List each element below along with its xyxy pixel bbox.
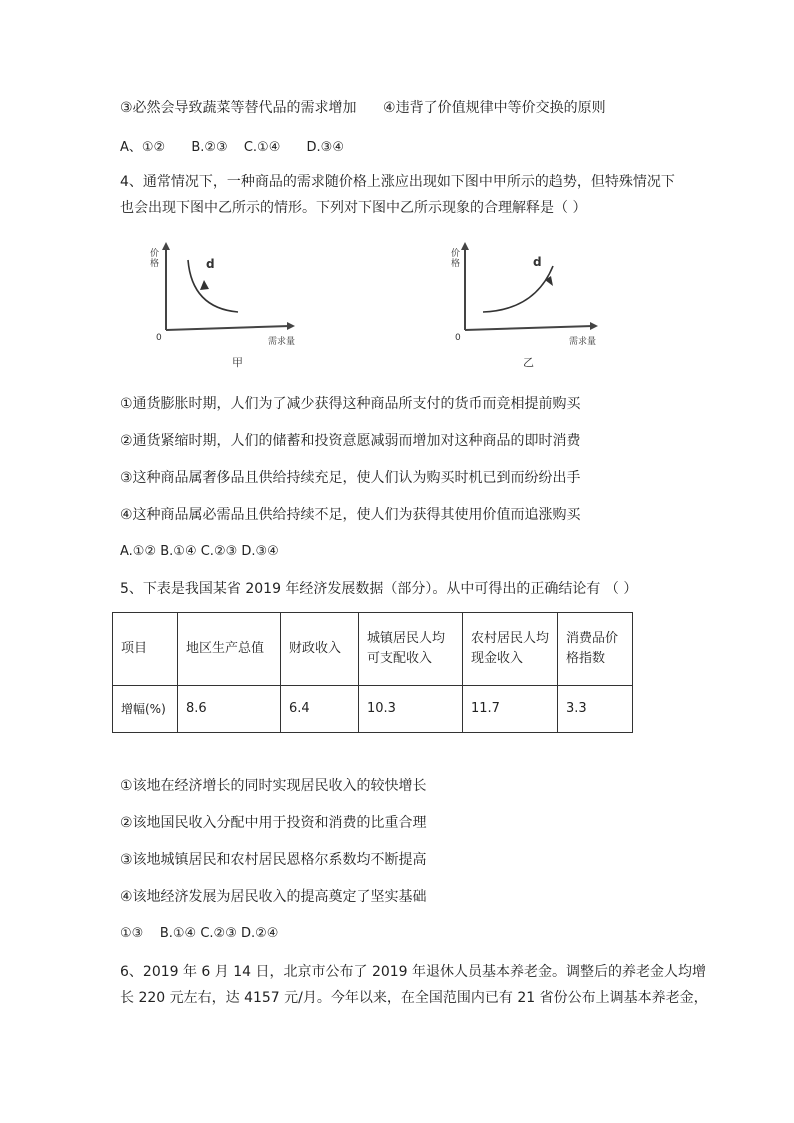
q3-choice-c: C.①④	[243, 140, 281, 155]
q5-item-2: ②该地国民收入分配中用于投资和消费的比重合理	[120, 815, 427, 831]
chart-yi-curve	[483, 266, 553, 312]
q3-choice-d: D.③④	[306, 140, 344, 155]
chart-yi-curve-arrow	[545, 276, 553, 286]
chart-yi-x-arrow	[590, 322, 598, 330]
q4-item-2: ②通货紧缩时期，人们的储蓄和投资意愿减弱而增加对这种商品的即时消费	[120, 433, 581, 449]
chart-yi-caption: 乙	[523, 356, 534, 369]
chart-jia-x-axis	[166, 326, 290, 330]
chart-jia-ylabel-1: 价	[150, 249, 160, 259]
table-header-row	[113, 613, 633, 686]
chart-yi	[445, 238, 615, 373]
chart-jia-curve-label: d	[206, 257, 215, 271]
chart-jia	[140, 238, 310, 373]
chart-yi-curve-label: d	[533, 255, 542, 269]
table-row	[113, 686, 633, 733]
chart-jia-y-arrow	[162, 242, 170, 250]
chart-jia-caption: 甲	[232, 356, 243, 369]
q4-choices: A.①② B.①④ C.②③ D.③④	[120, 544, 279, 559]
table-header-cell: 消费品价格指数	[558, 613, 633, 686]
q6-line2: 长 220 元左右，达 4157 元/月。今年以来，在全国范围内已有 21 省份公布上调基本养老金，	[120, 990, 708, 1006]
q6-line1: 6、2019 年 6 月 14 日，北京市公布了 2019 年退休人员基本养老金。调整后的养老金人均增	[120, 964, 707, 980]
chart-jia-x-arrow	[287, 322, 295, 330]
table-header-cell: 财政收入	[281, 613, 359, 686]
data-table	[112, 612, 633, 733]
table-cell: 3.3	[558, 686, 633, 733]
chart-jia-xlabel: 需求量	[268, 337, 296, 347]
q3-choice-b: B.②③	[191, 140, 228, 155]
table-cell: 6.4	[281, 686, 359, 733]
table-header-cell: 项目	[113, 613, 178, 686]
q4-item-3: ③这种商品属奢侈品且供给持续充足，使人们认为购买时机已到而纷纷出手	[120, 470, 581, 486]
chart-yi-ylabel-2: 格	[451, 259, 461, 269]
chart-yi-xlabel: 需求量	[569, 337, 597, 347]
table-cell: 11.7	[463, 686, 558, 733]
table-cell: 10.3	[359, 686, 463, 733]
q3-item-4: ④违背了价值规律中等价交换的原则	[383, 100, 606, 116]
chart-jia-origin: 0	[156, 333, 162, 343]
q3-choices	[120, 136, 356, 155]
chart-yi-origin: 0	[455, 333, 461, 343]
table-cell: 8.6	[178, 686, 281, 733]
q4-stem-line2: 也会出现下图中乙所示的情形。下列对下图中乙所示现象的合理解释是（ ）	[120, 200, 587, 216]
chart-jia-curve-arrow	[200, 280, 209, 290]
q3-item-3: ③必然会导致蔬菜等替代品的需求增加	[120, 100, 357, 116]
q3-option-line	[120, 98, 606, 118]
table-header-cell: 农村居民人均现金收入	[463, 613, 558, 686]
q5-item-4: ④该地经济发展为居民收入的提高奠定了坚实基础	[120, 889, 427, 905]
q4-item-4: ④这种商品属必需品且供给持续不足，使人们为获得其使用价值而追涨购买	[120, 507, 581, 523]
q5-choices: ①③ B.①④ C.②③ D.②④	[120, 926, 279, 941]
chart-yi-x-axis	[465, 326, 593, 330]
q4-stem-line1: 4、通常情况下，一种商品的需求随价格上涨应出现如下图中甲所示的趋势，但特殊情况下	[120, 174, 675, 190]
chart-jia-ylabel-2: 格	[150, 259, 160, 269]
chart-yi-y-arrow	[461, 242, 469, 250]
q3-choice-a: A、①②	[120, 140, 166, 155]
table-header-cell: 地区生产总值	[178, 613, 281, 686]
chart-yi-ylabel-1: 价	[451, 249, 461, 259]
q5-stem: 5、下表是我国某省 2019 年经济发展数据（部分）。从中可得出的正确结论有 （ ）	[120, 581, 638, 597]
table-header-cell: 城镇居民人均可支配收入	[359, 613, 463, 686]
q5-item-1: ①该地在经济增长的同时实现居民收入的较快增长	[120, 778, 427, 794]
table-row-label: 增幅(%)	[113, 686, 178, 733]
q5-item-3: ③该地城镇居民和农村居民恩格尔系数均不断提高	[120, 852, 427, 868]
q4-item-1: ①通货膨胀时期，人们为了减少获得这种商品所支付的货币而竞相提前购买	[120, 396, 581, 412]
